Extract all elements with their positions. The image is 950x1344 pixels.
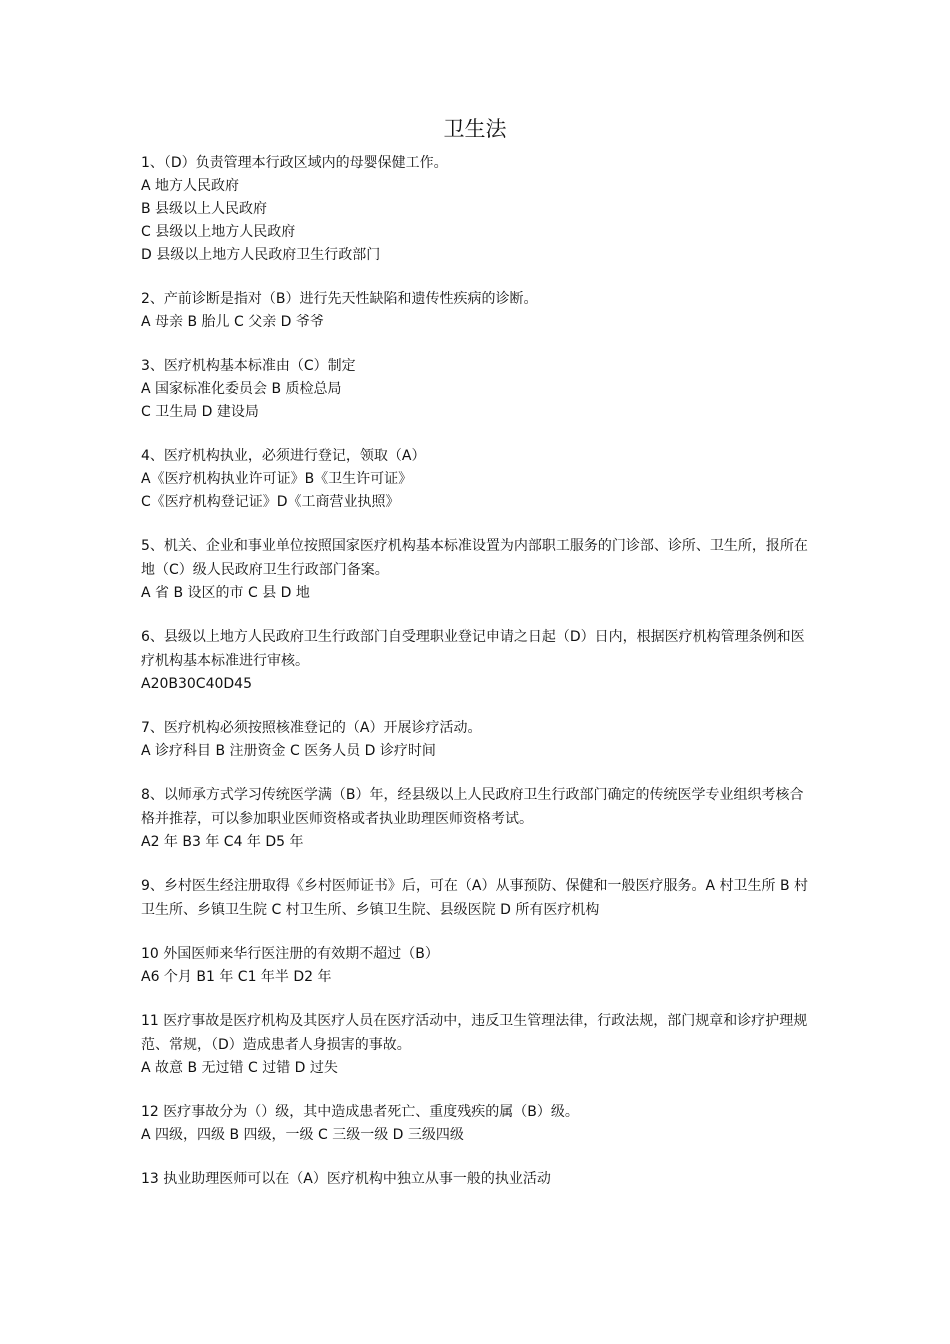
question-stem: 6、县级以上地方人民政府卫生行政部门自受理职业登记申请之日起（D）日内，根据医疗机构管理条例和医疗机构基本标准进行审核。 [141,629,805,669]
question-stem: 3、医疗机构基本标准由（C）制定 [141,358,356,374]
question-stem: 12 医疗事故分为（）级，其中造成患者死亡、重度残疾的属（B）级。 [141,1104,579,1120]
question-option: A 故意 B 无过错 C 过错 D 过失 [141,1060,338,1076]
question-option: C 卫生局 D 建设局 [141,404,259,420]
question-stem: 11 医疗事故是医疗机构及其医疗人员在医疗活动中，违反卫生管理法律，行政法规，部门规章和诊疗护理规范、常规，（D）造成患者人身损害的事故。 [141,1013,808,1053]
question-option: C 县级以上地方人民政府 [141,224,296,240]
question-option: A2 年 B3 年 C4 年 D5 年 [141,834,304,850]
question-list [141,152,816,1212]
question-option: A《医疗机构执业许可证》B《卫生许可证》 [141,471,413,487]
question-option: D 县级以上地方人民政府卫生行政部门 [141,247,381,263]
question-option: A6 个月 B1 年 C1 年半 D2 年 [141,969,332,985]
question-option: A 国家标准化委员会 B 质检总局 [141,381,342,397]
question-item [141,875,816,922]
document-title: 卫生法 [443,117,507,141]
question-stem: 1、（D）负责管理本行政区域内的母婴保健工作。 [141,155,448,171]
question-stem: 7、医疗机构必须按照核准登记的（A）开展诊疗活动。 [141,720,482,736]
question-item [141,717,816,763]
question-item [141,1101,816,1147]
question-option: A 诊疗科目 B 注册资金 C 医务人员 D 诊疗时间 [141,743,436,759]
question-option: A 地方人民政府 [141,178,240,194]
question-item [141,784,816,854]
question-item [141,1168,816,1191]
question-item [141,626,816,696]
question-item [141,445,816,514]
question-item [141,943,816,989]
question-option: B 县级以上人民政府 [141,201,268,217]
question-option: A20B30C40D45 [141,676,252,692]
question-stem: 8、以师承方式学习传统医学满（B）年，经县级以上人民政府卫生行政部门确定的传统医学专业组织考核合格并推荐，可以参加职业医师资格或者执业助理医师资格考试。 [141,787,804,827]
question-stem: 5、机关、企业和事业单位按照国家医疗机构基本标准设置为内部职工服务的门诊部、诊所、卫生所，报所在地（C）级人民政府卫生行政部门备案。 [141,538,808,578]
question-option: A 四级，四级 B 四级，一级 C 三级一级 D 三级四级 [141,1127,464,1143]
question-item [141,288,816,334]
question-stem: 4、医疗机构执业，必须进行登记，领取（A） [141,448,426,464]
question-stem: 9、乡村医生经注册取得《乡村医师证书》后，可在（A）从事预防、保健和一般医疗服务。A 村卫生所 B 村卫生所、乡镇卫生院 C 村卫生所、乡镇卫生院、县级医院 D 所有医疗机构 [141,878,809,918]
question-stem: 13 执业助理医师可以在（A）医疗机构中独立从事一般的执业活动 [141,1171,551,1187]
question-stem: 10 外国医师来华行医注册的有效期不超过（B） [141,946,439,962]
question-option: A 母亲 B 胎儿 C 父亲 D 爷爷 [141,314,324,330]
question-item [141,535,816,605]
question-option: C《医疗机构登记证》D《工商营业执照》 [141,494,400,510]
question-item [141,152,816,267]
question-stem: 2、产前诊断是指对（B）进行先天性缺陷和遗传性疾病的诊断。 [141,291,538,307]
question-option: A 省 B 设区的市 C 县 D 地 [141,585,310,601]
question-item [141,355,816,424]
question-item [141,1010,816,1080]
